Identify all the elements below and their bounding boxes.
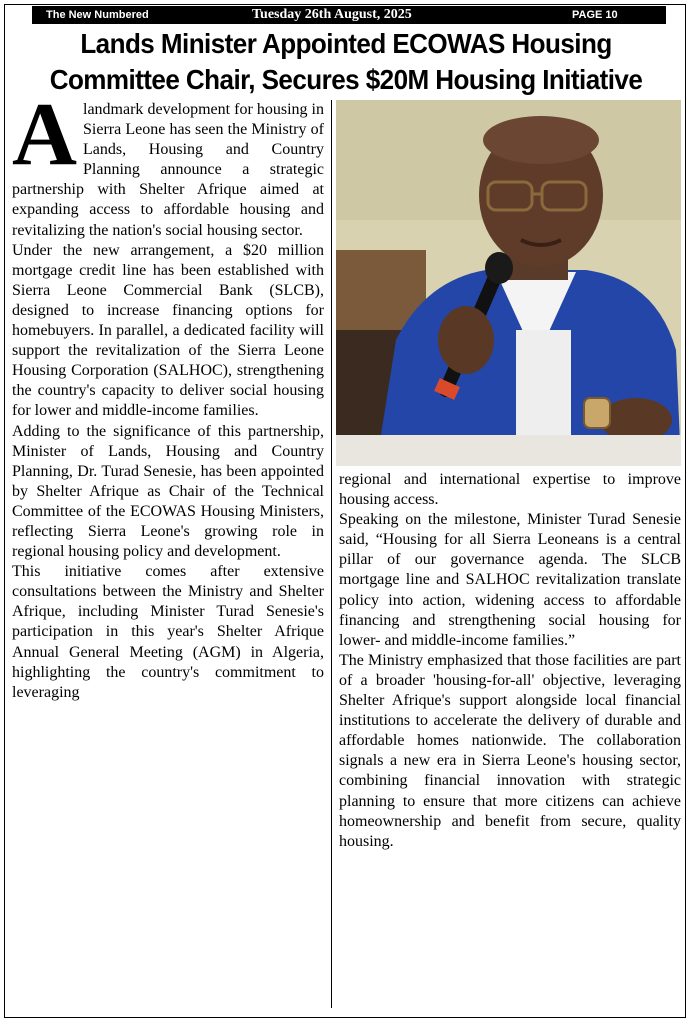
paragraph-consultations: This initiative comes after extensive consultations between the Ministry and Shelter Afrique, including Minister Turad Senesie's participation in this year's Shelter Afrique Annual General Meeting (AGM) in Algeria, highlighting the country's commitment to leveraging [12, 563, 324, 701]
headline-line-1: Lands Minister Appointed ECOWAS Housing [80, 28, 612, 59]
headline-line-2: Committee Chair, Secures $20M Housing Initiative [49, 64, 643, 95]
paragraph-minister-quote: Speaking on the milestone, Minister Turad Senesie said, “Housing for all Sierra Leoneans is a central pillar of our governance agenda. The SLCB mortgage line and SALHOC revitalization translate policy into action, widening access to affordable financing and strengthening social housing for lower- and middle-income families.” [339, 511, 681, 649]
newspaper-name: The New Numbered [46, 9, 149, 21]
article-column-left [12, 85, 324, 703]
column-divider [331, 100, 332, 1008]
minister-photo [336, 100, 681, 466]
page-header-bar [32, 6, 666, 24]
drop-cap: A [12, 85, 77, 184]
paragraph-intro: landmark development for housing in Sierra Leone has seen the Ministry of Lands, Housing and Country Planning announce a strategic partnership with Shelter Afrique aimed at expanding access to affordable housing and revitalizing the nation's social housing sector. [12, 101, 324, 239]
paragraph-appointment: Adding to the significance of this partnership, Minister of Lands, Housing and Country Planning, Dr. Turad Senesie, has been appointed by Shelter Afrique as Chair of the Technical Committee of the ECOWAS Housing Ministers, reflecting Sierra Leone's growing role in regional housing policy and development. [12, 422, 324, 561]
paragraph-consultations-continued: regional and international expertise to improve housing access. [339, 471, 681, 509]
article-headline [30, 26, 662, 98]
article-column-right [339, 470, 681, 852]
issue-date: Tuesday 26th August, 2025 [252, 7, 412, 22]
paragraph-mortgage: Under the new arrangement, a $20 million mortgage credit line has been established with Sierra Leone Commercial Bank (SLCB), designed to increase financing options for homebuyers. In parallel, a dedicated facility will support the revitalization of the Sierra Leone Housing Corporation (SALHOC), strengthening the country's capacity to deliver social housing for lower and middle-income families. [12, 241, 324, 420]
paragraph-conclusion: The Ministry emphasized that those facilities are part of a broader 'housing-for-all' objective, leveraging Shelter Afrique's support alongside local financial institutions to accelerate the delivery of durable and affordable homes nationwide. The collaboration signals a new era in Sierra Leone's housing sector, combining financial innovation with strategic planning to ensure that more citizens can achieve homeownership and benefit from secure, quality housing. [339, 651, 681, 850]
page-number: PAGE 10 [572, 9, 618, 21]
